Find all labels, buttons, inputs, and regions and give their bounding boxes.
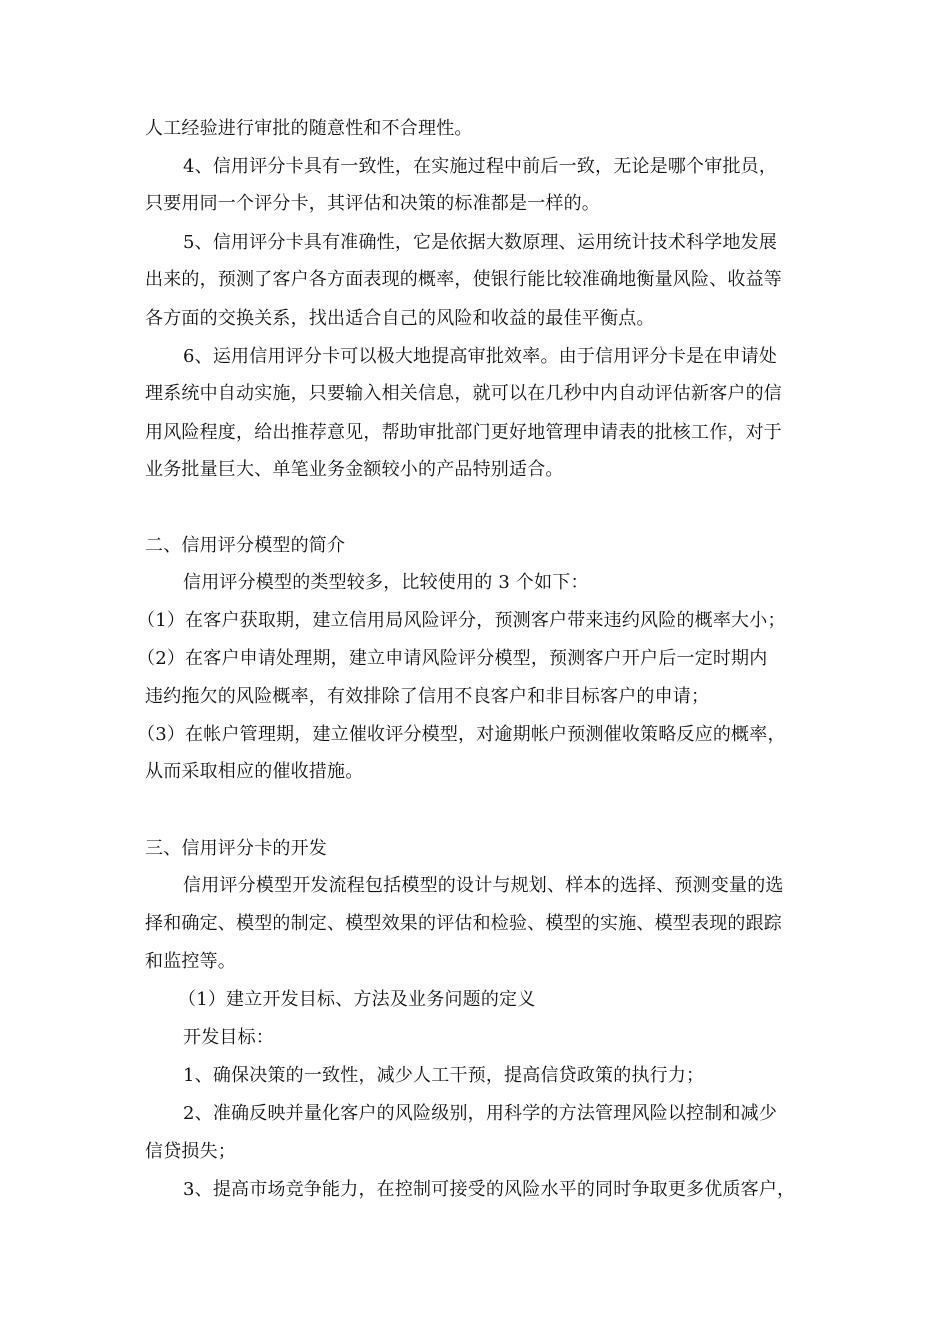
section-heading: 二、信用评分模型的简介 [145,535,346,556]
list-item: 1、确保决策的一致性，减少人工干预，提高信贷政策的执行力； [183,1065,705,1086]
paragraph-line: 4、信用评分卡具有一致性，在实施过程中前后一致，无论是哪个审批员， [183,156,778,177]
paragraph-line: 开发目标： [183,1027,274,1048]
paragraph-line: 人工经验进行审批的随意性和不合理性。 [145,118,473,139]
paragraph-line: 和监控等。 [145,951,236,972]
paragraph-line: 只要用同一个评分卡，其评估和决策的标准都是一样的。 [145,193,600,214]
paragraph-line: 择和确定、模型的制定、模型效果的评估和检验、模型的实施、模型表现的跟踪 [145,913,782,934]
list-item: （2）在客户申请处理期，建立申请风险评分模型，预测客户开户后一定时期内 [137,648,768,669]
paragraph-line: 信用评分模型的类型较多，比较使用的 3 个如下： [183,572,589,593]
list-item: （1）在客户获取期，建立信用局风险评分，预测客户带来违约风险的概率大小； [137,610,786,631]
paragraph-line: 信贷损失； [145,1141,236,1162]
paragraph-line: 5、信用评分卡具有准确性，它是依据大数原理、运用统计技术科学地发展 [183,232,778,253]
list-item: 3、提高市场竞争能力，在控制可接受的风险水平的同时争取更多优质客户， [183,1179,796,1200]
paragraph-line: 6、运用信用评分卡可以极大地提高审批效率。由于信用评分卡是在申请处 [183,346,778,367]
list-item: 2、准确反映并量化客户的风险级别，用科学的方法管理风险以控制和减少 [183,1103,778,1124]
paragraph-line: 从而采取相应的催收措施。 [145,761,364,782]
paragraph-line: 用风险程度，给出推荐意见，帮助审批部门更好地管理申请表的批核工作，对于 [145,422,782,443]
paragraph-line: 各方面的交换关系，找出适合自己的风险和收益的最佳平衡点。 [145,308,655,329]
paragraph-line: 理系统中自动实施，只要输入相关信息，就可以在几秒中内自动评估新客户的信 [145,383,782,404]
paragraph-line: 信用评分模型开发流程包括模型的设计与规划、样本的选择、预测变量的选 [183,875,784,896]
list-item: （3）在帐户管理期，建立催收评分模型，对逾期帐户预测催收策略反应的概率， [137,724,786,745]
paragraph-line: 出来的，预测了客户各方面表现的概率，使银行能比较准确地衡量风险、收益等 [145,269,782,290]
paragraph-line: 业务批量巨大、单笔业务金额较小的产品特别适合。 [145,459,564,480]
section-heading: 三、信用评分卡的开发 [145,838,327,859]
paragraph-line: 违约拖欠的风险概率，有效排除了信用不良客户和非目标客户的申请； [145,686,710,707]
subsection-heading: （1）建立开发目标、方法及业务问题的定义 [178,989,536,1010]
